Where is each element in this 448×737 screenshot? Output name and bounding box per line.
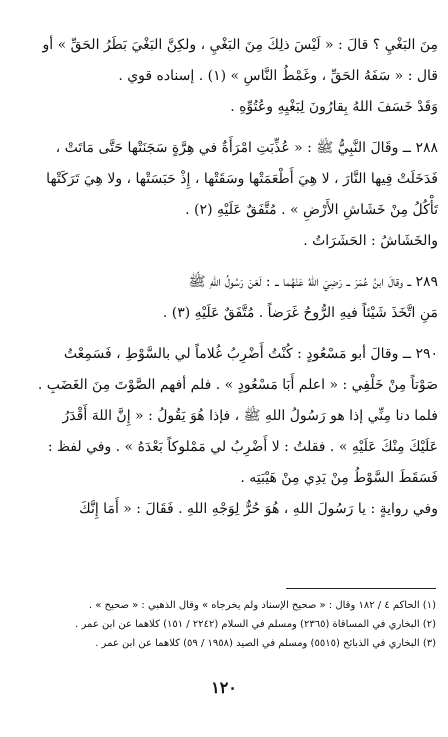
text-line: قال : « سَفَهُ الحَقِّ ، وغَمْطُ النَّاسِ » (١) . إسناده قوي . <box>118 68 438 84</box>
text-line: وفي روايةٍ : يا رَسُولَ اللهِ ، هُوَ حُرٌّ لِوَجْهِ اللهِ . فَقَالَ : « أَمَا إِنَّكَ <box>79 501 438 517</box>
text-line: وَقَدْ خَسَفَ اللهُ بِقارُونَ لِبَغْيِهِ وعُتُوِّهِ . <box>230 99 438 115</box>
text-line: فَسَقَطَ السَّوْطُ مِنْ يَدِي مِنْ هَيْبَتِه . <box>240 470 438 486</box>
hadith-288-line: ٢٨٨ ــ وقَالَ النَّبِيُّ ﷺ : « عُذِّبَتِ امْرَأَةٌ في هِرَّةٍ سَجَنَتْها حَتَّى مَاتَتْ ، <box>55 140 438 156</box>
text-line: فَدَخَلَتْ فِيها النَّارَ ، لا هِيَ أَطْعَمَتْها وسَقَتْها ، إِذْ حَبَسَتْها ، ولا هِيَ تَرَكَتْها <box>46 171 438 187</box>
text-line: والخَشَاشُ : الحَشَرَاتُ . <box>303 233 438 249</box>
hadith-289-line: ٢٨٩ ــ وقالَ ابنُ عُمَرَ ــ رَضِيَ اللهُ عَنْهُما ــ : لَعَنَ رَسُولُ اللهِ ﷺ <box>188 274 438 290</box>
footnote: (١) الحاكم ٤ / ١٨٢ وقال : « صحيح الإسناد ولم يخرجاه » وقال الذهبي : « صحيح » . <box>88 600 436 611</box>
text-line: عَلَيْكَ مِنْكَ عَلَيْهِ » . فقلتُ : لا أَضْرِبُ لي مَمْلوكاً بَعْدَهُ » . وفي لفظ : <box>47 439 438 455</box>
page-number: ١٢٠ <box>211 678 237 697</box>
text-line: صَوْتاً مِنْ خَلْفِي : « اعلم أَبَا مَسْعُودٍ » . فلم أفهم الصَّوْتَ مِنَ الغَضَبِ . <box>37 377 438 393</box>
hadith-290-line: ٢٩٠ ــ وقالَ أبو مَسْعُودٍ : كُنْتُ أَضْرِبُ غُلاماً لي بالسَّوْطِ ، فَسَمِعْتُ <box>63 346 438 362</box>
footnote: (٣) البخاري في الذبائح (٥٥١٥) ومسلم في الصيد (١٩٥٨ / ٥٩) كلاهما عن ابن عمر . <box>95 638 436 649</box>
footnote: (٢) البخاري في المساقاة (٢٣٦٥) ومسلم في السلام (٢٢٤٢ / ١٥١) كلاهما عن ابن عمر . <box>75 619 436 630</box>
footnotes <box>10 596 436 653</box>
text-line: مِنَ البَغْيِ ؟ قالَ : « لَيْسَ ذلِكَ مِنَ البَغْيِ ، ولكِنَّ البَغْيَ بَطَرُ الحَقِّ » أو <box>42 37 438 53</box>
main-text <box>10 30 438 525</box>
footnote-divider <box>286 588 436 589</box>
text-line: فلما دنا مِنِّي إذا هو رَسُولُ اللهِ ﷺ ، فإذا هُوَ يَقُولُ : « إِنَّ اللهَ أَقْدَرُ <box>62 408 438 424</box>
text-line: مَنِ اتَّخَذَ شَيْئاً فيهِ الرُّوحُ غَرَضاً . مُتَّفَقٌ عَلَيْهِ (٣) . <box>162 305 438 321</box>
text-line: تَأْكُلُ مِنْ خَشَاشِ الأَرْضِ » . مُتَّفَقٌ عَلَيْهِ (٢) . <box>185 202 438 218</box>
